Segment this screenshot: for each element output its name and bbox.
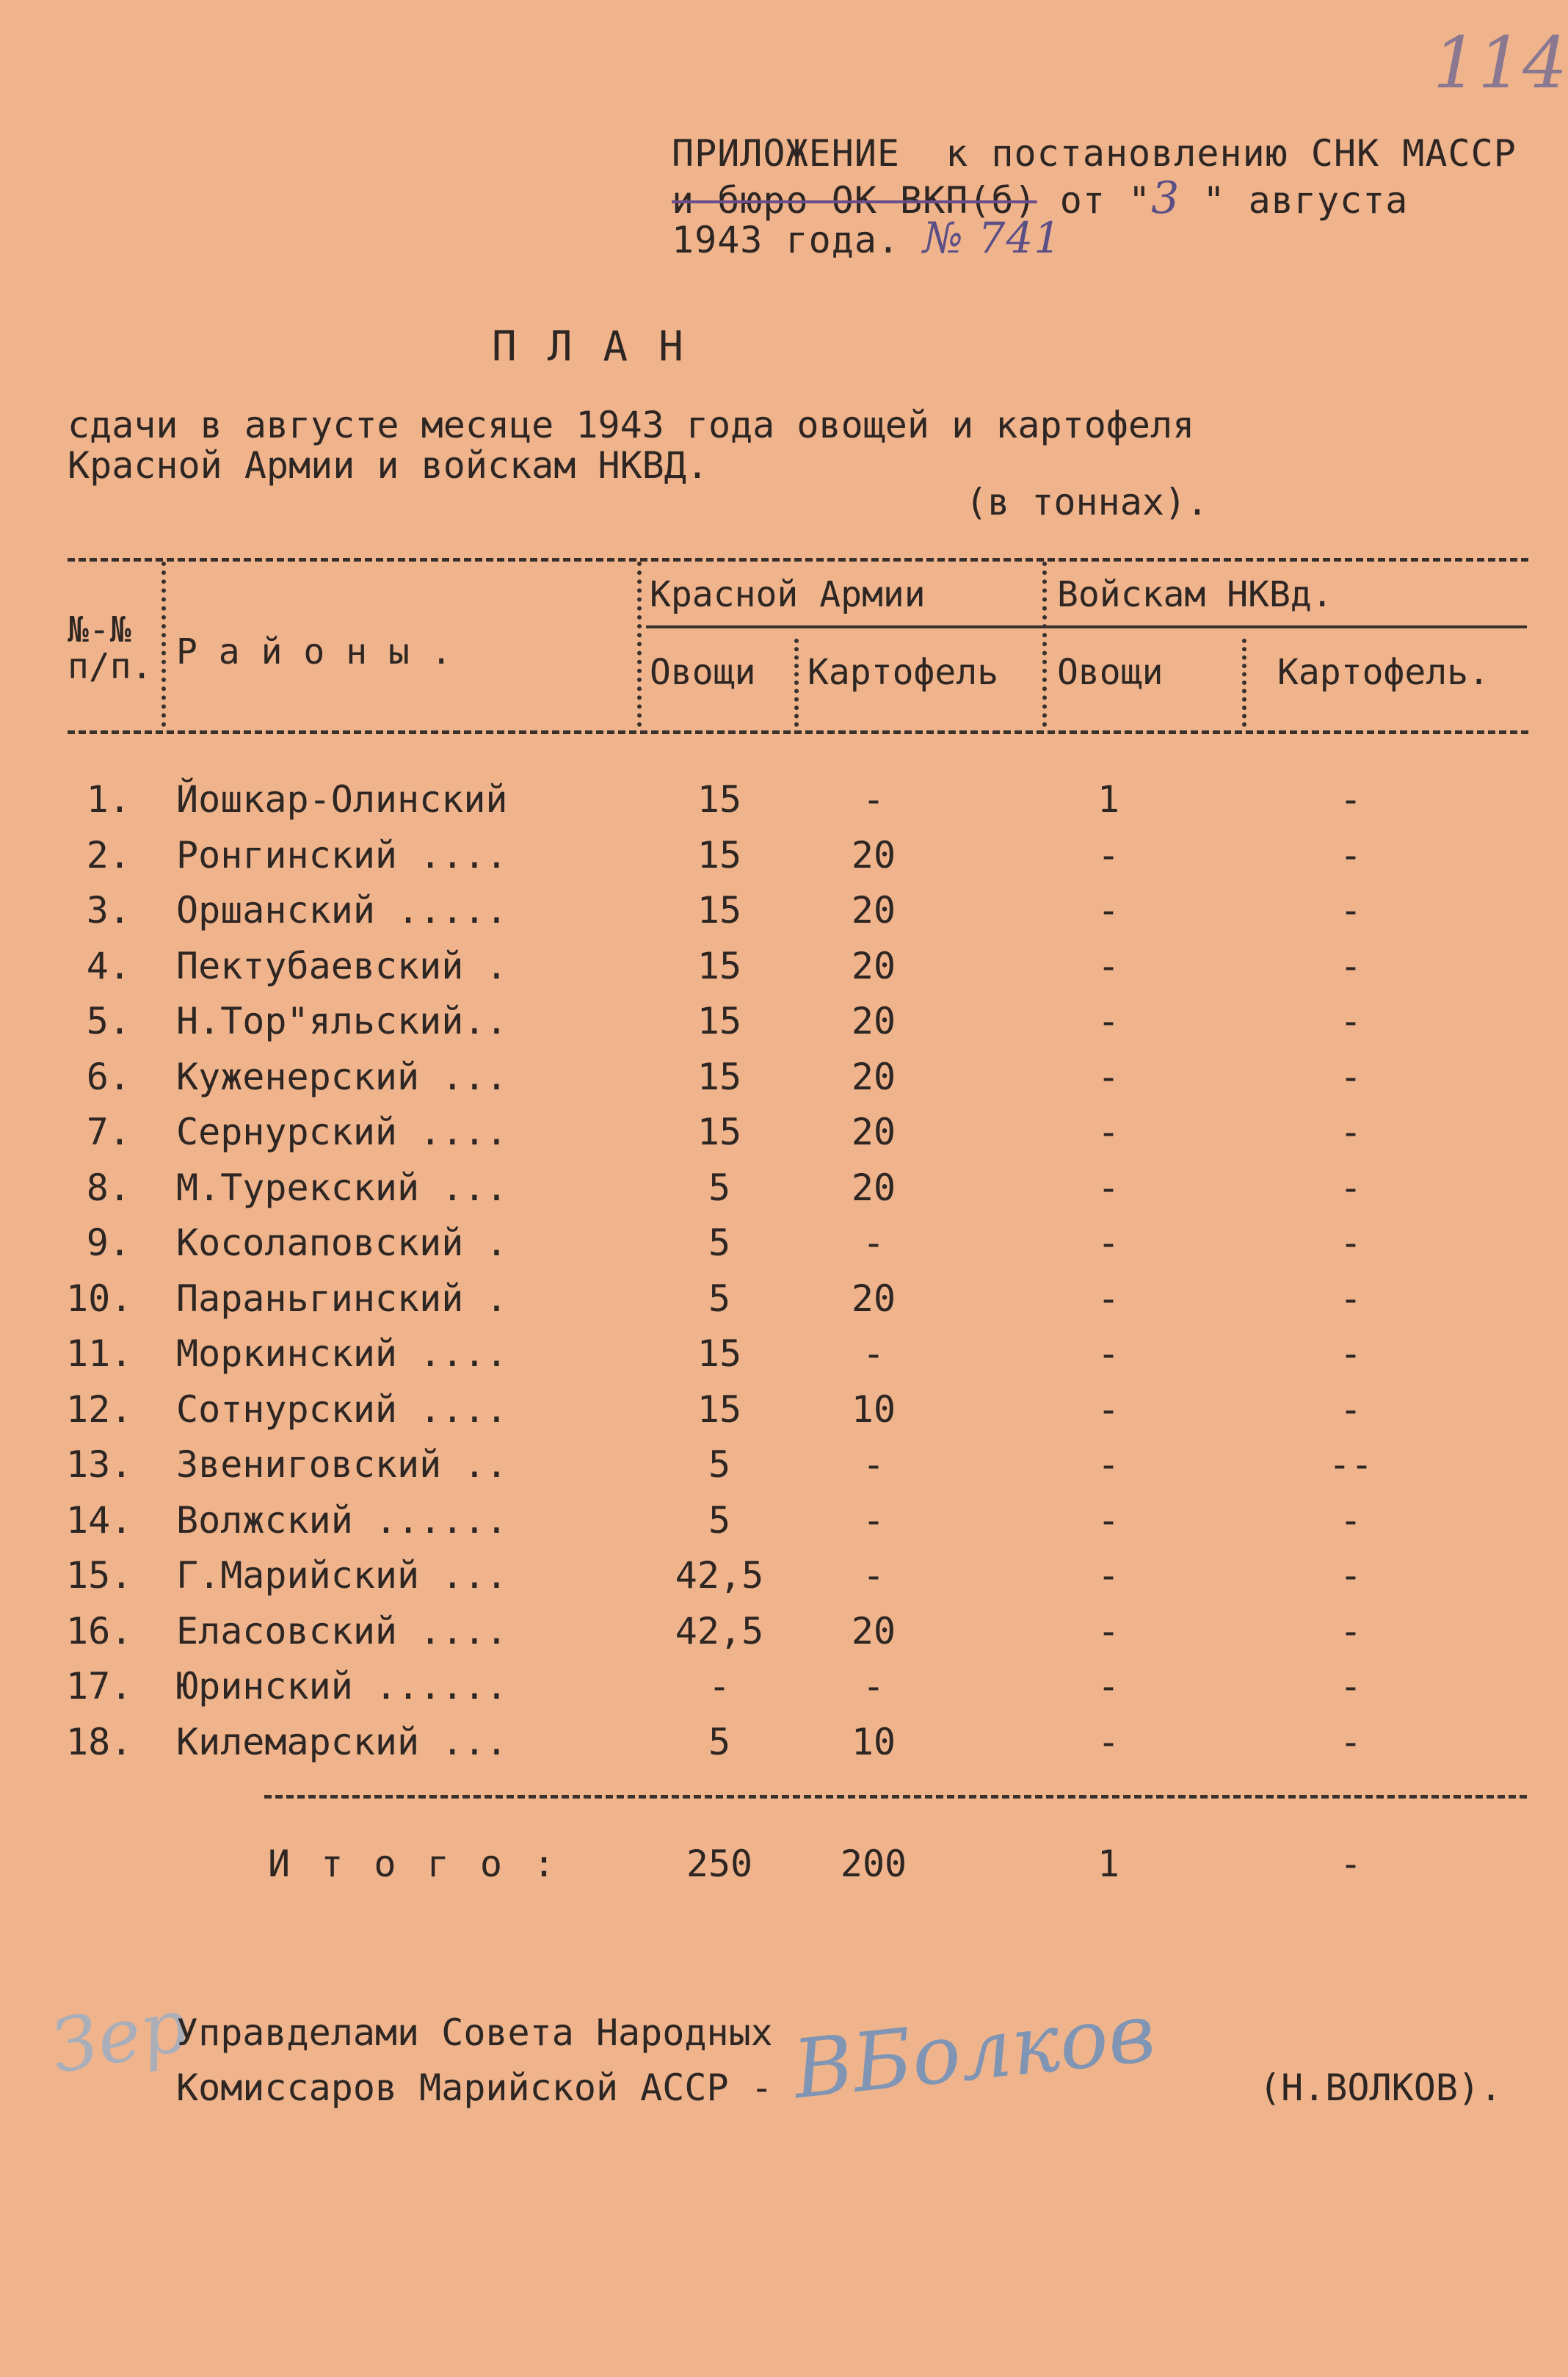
- nkvd-potatoes: -: [1339, 1277, 1362, 1320]
- nkvd-potatoes: -: [1339, 1111, 1362, 1153]
- table-row: [0, 1554, 1568, 1607]
- signature-line-2: Комиссаров Марийской АССР -: [176, 2066, 773, 2109]
- table-row: [0, 1166, 1568, 1219]
- nkvd-potatoes: -: [1339, 1665, 1362, 1708]
- red-army-potatoes: -: [862, 1443, 885, 1486]
- row-number: 13.: [66, 1443, 133, 1486]
- row-number: 3.: [86, 889, 131, 932]
- header-sep-1: [161, 562, 166, 727]
- total-nkvd-vegetables: 1: [1097, 1843, 1120, 1885]
- handwritten-signature: ВБолков: [788, 1985, 1160, 2117]
- row-number: 4.: [86, 945, 131, 987]
- appendix-line-1: ПРИЛОЖЕНИЕ к постановлению СНК МАССР: [672, 132, 1517, 175]
- header-vegetables: Овощи: [650, 652, 756, 693]
- red-army-potatoes: 20: [851, 889, 896, 932]
- appendix-doc-number: № 741: [923, 213, 1062, 263]
- nkvd-potatoes: -: [1339, 1610, 1362, 1652]
- signature-line-1: Управделами Совета Народных: [176, 2011, 773, 2054]
- appendix-line-3: [672, 213, 1061, 263]
- header-nkvd-potatoes: Картофель.: [1277, 652, 1489, 693]
- appendix-month: " августа: [1180, 179, 1409, 222]
- red-army-vegetables: 5: [708, 1499, 731, 1542]
- nkvd-vegetables: -: [1097, 1554, 1120, 1597]
- row-number: 12.: [66, 1388, 133, 1431]
- nkvd-vegetables: -: [1097, 1056, 1120, 1098]
- nkvd-vegetables: -: [1097, 1388, 1120, 1431]
- district-name: Килемарский ...: [176, 1721, 508, 1763]
- nkvd-vegetables: -: [1097, 1000, 1120, 1042]
- red-army-vegetables: 15: [697, 1332, 742, 1375]
- district-name: Косолаповский .: [176, 1222, 508, 1264]
- nkvd-potatoes: -: [1339, 1554, 1362, 1597]
- district-name: Оршанский .....: [176, 889, 508, 932]
- district-name: Волжский ......: [176, 1499, 508, 1542]
- header-potatoes: Картофель: [807, 652, 999, 693]
- table-row: [0, 889, 1568, 942]
- nkvd-potatoes: -: [1339, 889, 1362, 932]
- row-number: 18.: [66, 1721, 133, 1763]
- red-army-potatoes: 20: [851, 1111, 896, 1153]
- header-sep-4: [1042, 562, 1047, 727]
- nkvd-vegetables: -: [1097, 889, 1120, 932]
- red-army-potatoes: -: [862, 1554, 885, 1597]
- red-army-vegetables: 15: [697, 889, 742, 932]
- header-nkvd: Войскам НКВд.: [1057, 574, 1333, 615]
- nkvd-vegetables: -: [1097, 1499, 1120, 1542]
- row-number: 6.: [86, 1056, 131, 1098]
- header-red-army: Красной Армии: [650, 574, 926, 615]
- red-army-vegetables: 15: [697, 834, 742, 877]
- row-number: 7.: [86, 1111, 131, 1153]
- nkvd-potatoes: -: [1339, 1166, 1362, 1209]
- row-number: 5.: [86, 1000, 131, 1042]
- red-army-potatoes: 20: [851, 945, 896, 987]
- header-sep-2: [637, 562, 642, 727]
- appendix-date-day: 3: [1151, 173, 1180, 224]
- header-nkvd-vegetables: Овощи: [1057, 652, 1164, 693]
- table-header-bottom-rule: [68, 730, 1528, 734]
- red-army-potatoes: 20: [851, 834, 896, 877]
- table-row: [0, 1277, 1568, 1330]
- district-name: Сернурский ....: [176, 1111, 508, 1153]
- table-bottom-rule: [264, 1795, 1527, 1799]
- row-number: 17.: [66, 1665, 133, 1708]
- table-row: [0, 1443, 1568, 1496]
- nkvd-vegetables: -: [1097, 1166, 1120, 1209]
- red-army-vegetables: 15: [697, 1000, 742, 1042]
- total-ra-vegetables: 250: [686, 1843, 753, 1885]
- district-name: Н.Тор"яльский..: [176, 1000, 508, 1042]
- nkvd-vegetables: -: [1097, 1222, 1120, 1264]
- nkvd-potatoes: -: [1339, 1000, 1362, 1042]
- table-row: [0, 1388, 1568, 1441]
- row-number: 10.: [66, 1277, 133, 1320]
- table-row: [0, 1056, 1568, 1108]
- red-army-potatoes: -: [862, 1499, 885, 1542]
- red-army-potatoes: 20: [851, 1166, 896, 1209]
- nkvd-vegetables: -: [1097, 834, 1120, 877]
- red-army-potatoes: -: [862, 1222, 885, 1264]
- nkvd-vegetables: -: [1097, 945, 1120, 987]
- total-ra-potatoes: 200: [840, 1843, 907, 1885]
- district-name: Ронгинский ....: [176, 834, 508, 877]
- table-row: [0, 1000, 1568, 1053]
- margin-handwritten-mark: Зер: [45, 1981, 195, 2091]
- table-row: [0, 1111, 1568, 1164]
- row-number: 8.: [86, 1166, 131, 1209]
- folio-number: 114: [1433, 22, 1568, 104]
- district-name: Сотнурский ....: [176, 1388, 508, 1431]
- total-label: И т о г о :: [268, 1843, 560, 1885]
- red-army-vegetables: 15: [697, 945, 742, 987]
- row-number: 11.: [66, 1332, 133, 1375]
- red-army-vegetables: 5: [708, 1277, 731, 1320]
- nkvd-potatoes: --: [1328, 1443, 1373, 1486]
- red-army-potatoes: -: [862, 778, 885, 821]
- district-name: Г.Марийский ...: [176, 1554, 508, 1597]
- appendix-year: 1943 года.: [672, 219, 901, 261]
- district-name: М.Турекский ...: [176, 1166, 508, 1209]
- table-row: [0, 778, 1568, 831]
- red-army-vegetables: 42,5: [675, 1610, 764, 1652]
- table-row: [0, 834, 1568, 887]
- table-row: [0, 945, 1568, 998]
- row-number: 15.: [66, 1554, 133, 1597]
- row-number: 14.: [66, 1499, 133, 1542]
- red-army-vegetables: 42,5: [675, 1554, 764, 1597]
- red-army-vegetables: 15: [697, 1056, 742, 1098]
- nkvd-vegetables: -: [1097, 1332, 1120, 1375]
- red-army-potatoes: 20: [851, 1610, 896, 1652]
- red-army-potatoes: -: [862, 1665, 885, 1708]
- table-row: [0, 1610, 1568, 1663]
- table-row: [0, 1665, 1568, 1718]
- subtitle-line-1: сдачи в августе месяце 1943 года овощей и картофеля: [68, 404, 1195, 446]
- document-title: ПЛАН: [492, 323, 714, 371]
- red-army-vegetables: 5: [708, 1721, 731, 1763]
- table-row: [0, 1721, 1568, 1774]
- red-army-vegetables: 15: [697, 778, 742, 821]
- district-name: Параньгинский .: [176, 1277, 508, 1320]
- red-army-potatoes: 20: [851, 1056, 896, 1098]
- red-army-vegetables: -: [708, 1665, 731, 1708]
- nkvd-vegetables: -: [1097, 1665, 1120, 1708]
- header-group-rule: [646, 625, 1527, 628]
- table-row: [0, 1222, 1568, 1274]
- red-army-potatoes: 10: [851, 1721, 896, 1763]
- subtitle-line-2: Красной Армии и войскам НКВД.: [68, 444, 708, 487]
- total-nkvd-potatoes: -: [1339, 1843, 1362, 1885]
- nkvd-vegetables: -: [1097, 1721, 1120, 1763]
- nkvd-potatoes: -: [1339, 1721, 1362, 1763]
- red-army-vegetables: 5: [708, 1443, 731, 1486]
- nkvd-potatoes: -: [1339, 945, 1362, 987]
- nkvd-vegetables: -: [1097, 1443, 1120, 1486]
- row-number: 1.: [86, 778, 131, 821]
- district-name: Моркинский ....: [176, 1332, 508, 1375]
- table-top-rule: [68, 558, 1528, 562]
- nkvd-potatoes: -: [1339, 1388, 1362, 1431]
- red-army-potatoes: 20: [851, 1000, 896, 1042]
- nkvd-vegetables: -: [1097, 1610, 1120, 1652]
- red-army-potatoes: -: [862, 1332, 885, 1375]
- nkvd-potatoes: -: [1339, 1222, 1362, 1264]
- nkvd-vegetables: 1: [1097, 778, 1120, 821]
- signatory-name: (Н.ВОЛКОВ).: [1259, 2066, 1503, 2109]
- district-name: Еласовский ....: [176, 1610, 508, 1652]
- header-sep-5: [1242, 639, 1246, 727]
- row-number: 2.: [86, 834, 131, 877]
- subtitle-units: (в тоннах).: [965, 481, 1209, 523]
- nkvd-potatoes: -: [1339, 1499, 1362, 1542]
- nkvd-vegetables: -: [1097, 1277, 1120, 1320]
- row-number: 9.: [86, 1222, 131, 1264]
- nkvd-potatoes: -: [1339, 778, 1362, 821]
- district-name: Звениговский ..: [176, 1443, 508, 1486]
- header-num-top: №-№: [68, 609, 131, 650]
- total-row: [0, 1843, 1568, 1895]
- red-army-vegetables: 5: [708, 1166, 731, 1209]
- header-num-bottom: п/п.: [68, 646, 153, 687]
- red-army-vegetables: 5: [708, 1222, 731, 1264]
- red-army-potatoes: 10: [851, 1388, 896, 1431]
- appendix-struck-text: и бюро ОК ВКП(б): [672, 179, 1037, 222]
- row-number: 16.: [66, 1610, 133, 1652]
- header-sep-3: [794, 639, 799, 727]
- district-name: Йошкар-Олинский: [176, 778, 508, 821]
- district-name: Куженерский ...: [176, 1056, 508, 1098]
- red-army-vegetables: 15: [697, 1111, 742, 1153]
- table-row: [0, 1332, 1568, 1385]
- table-row: [0, 1499, 1568, 1552]
- nkvd-potatoes: -: [1339, 1056, 1362, 1098]
- nkvd-potatoes: -: [1339, 1332, 1362, 1375]
- appendix-from: от ": [1037, 179, 1152, 222]
- district-name: Юринский ......: [176, 1665, 508, 1708]
- red-army-potatoes: 20: [851, 1277, 896, 1320]
- header-district: Р а й о н ы .: [176, 631, 452, 672]
- nkvd-vegetables: -: [1097, 1111, 1120, 1153]
- red-army-vegetables: 15: [697, 1388, 742, 1431]
- district-name: Пектубаевский .: [176, 945, 508, 987]
- nkvd-potatoes: -: [1339, 834, 1362, 877]
